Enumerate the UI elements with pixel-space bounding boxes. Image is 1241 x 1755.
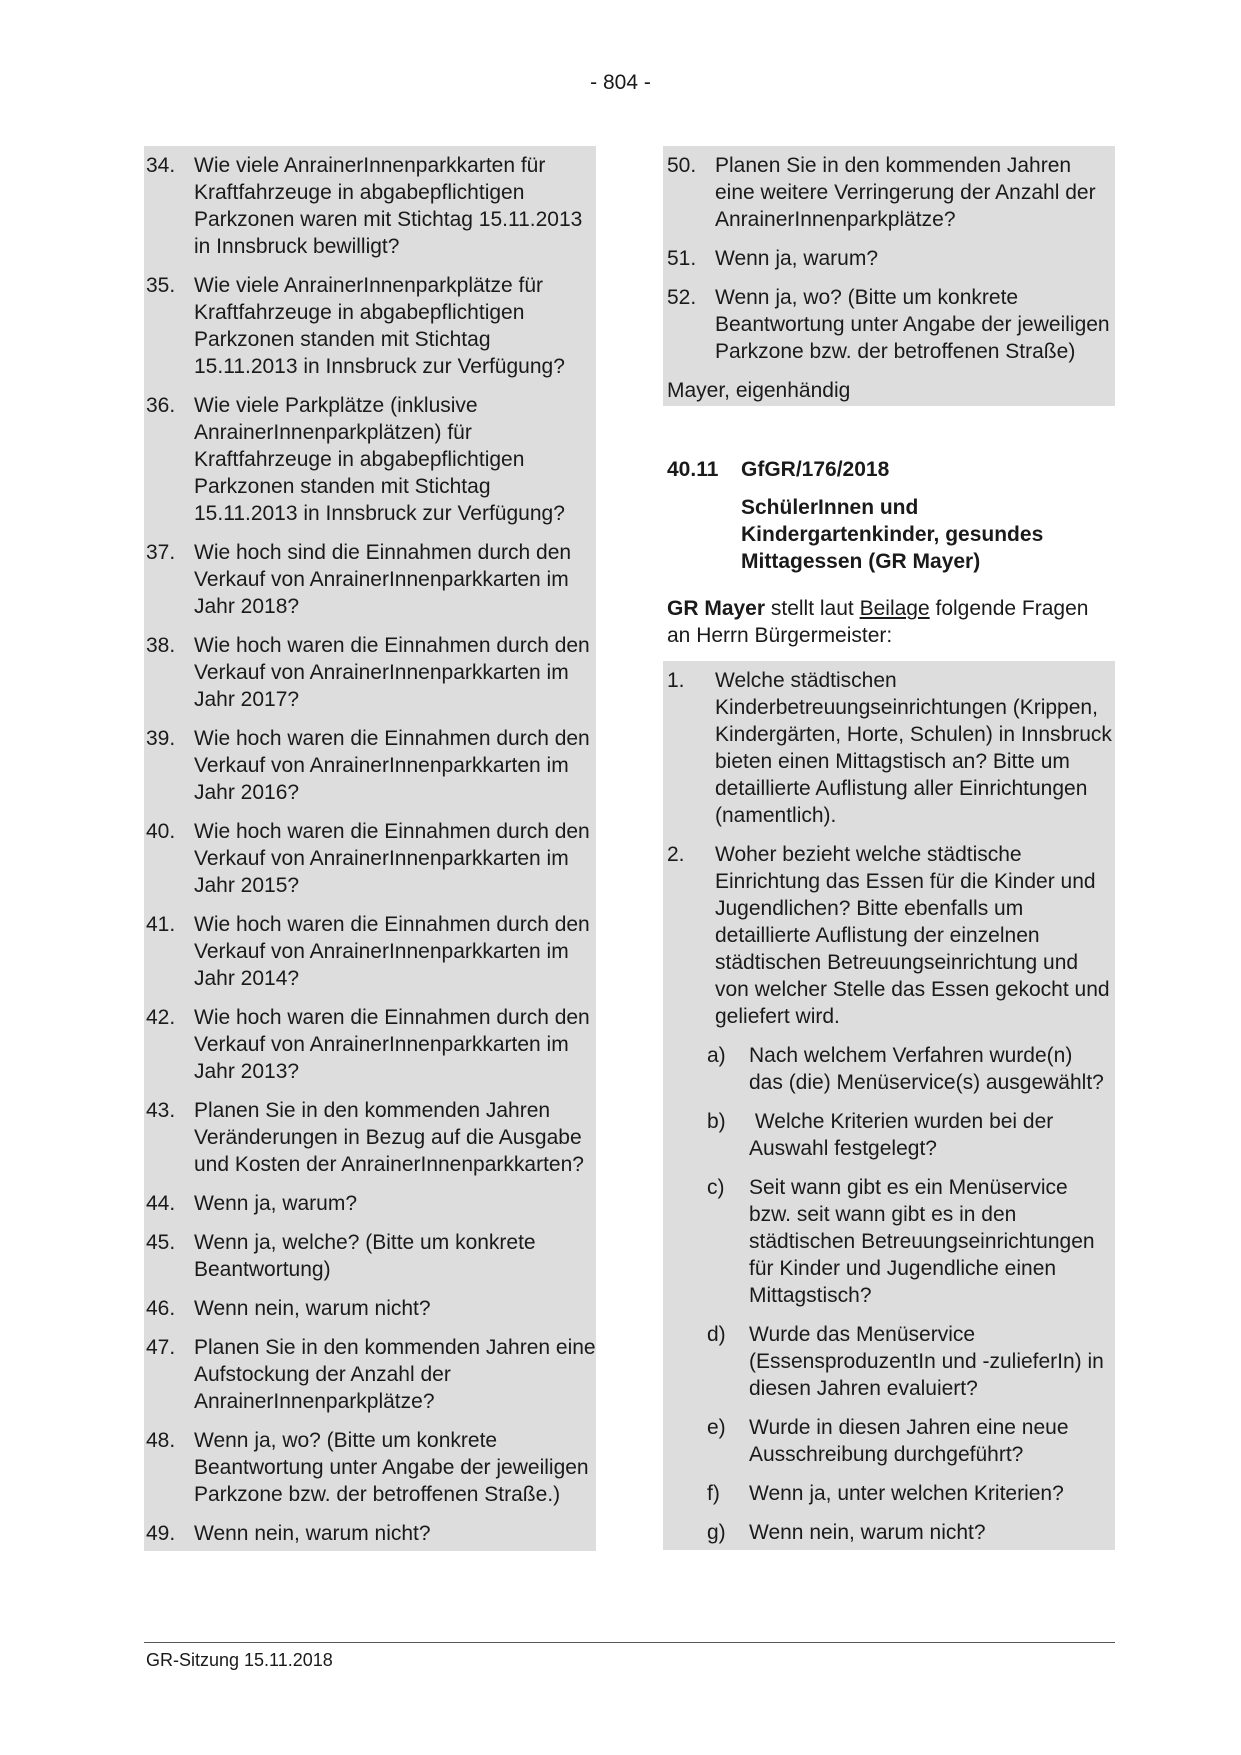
question-number: 36. <box>146 394 176 417</box>
question-text: Planen Sie in den kommenden Jahren Veränderungen in Bezug auf die Ausgabe und Kosten der AnrainerInnenparkkarten? <box>194 1099 584 1176</box>
question-item <box>144 272 596 380</box>
question-text: Wie hoch waren die Einnahmen durch den Verkauf von AnrainerInnenparkkarten im Jahr 2017? <box>194 634 590 711</box>
question-number: 2. <box>667 843 685 866</box>
sub-question-item <box>663 1480 1115 1507</box>
right-column <box>663 146 1115 1550</box>
sub-question-item <box>663 1108 1115 1162</box>
question-number: 49. <box>146 1522 176 1545</box>
question-number: 44. <box>146 1192 176 1215</box>
question-number: 43. <box>146 1099 176 1122</box>
question-text: Wenn ja, wo? (Bitte um konkrete Beantwortung unter Angabe der jeweiligen Parkzone bzw. der betroffenen Straße) <box>715 286 1110 363</box>
question-number: 42. <box>146 1006 176 1029</box>
question-item <box>144 392 596 527</box>
beilage-link[interactable]: Beilage <box>859 597 930 620</box>
section-question-list <box>663 661 1115 1550</box>
question-text: Wie hoch waren die Einnahmen durch den Verkauf von AnrainerInnenparkkarten im Jahr 2016? <box>194 727 590 804</box>
question-text: Planen Sie in den kommenden Jahren eine Aufstockung der Anzahl der AnrainerInnenparkplätze? <box>194 1336 596 1413</box>
question-number: 37. <box>146 541 176 564</box>
question-item <box>663 245 1115 272</box>
sub-question-item <box>663 1414 1115 1468</box>
question-number: 35. <box>146 274 176 297</box>
sub-question-text: Seit wann gibt es ein Menüservice bzw. seit wann gibt es in den städtischen Betreuungseinrichtungen für Kinder und Jugendliche einen Mittagstisch? <box>749 1176 1095 1307</box>
question-text: Wenn nein, warum nicht? <box>194 1297 431 1320</box>
question-item <box>663 152 1115 233</box>
question-number: 41. <box>146 913 176 936</box>
sub-question-text: Wenn ja, unter welchen Kriterien? <box>749 1482 1064 1505</box>
intro-post: folgende Fragen an Herrn Bürgermeister: <box>667 597 1089 647</box>
sub-question-letter: c) <box>707 1176 725 1199</box>
question-number: 48. <box>146 1429 176 1452</box>
sub-question-letter: d) <box>707 1323 726 1346</box>
question-item <box>144 539 596 620</box>
question-text: Wie viele Parkplätze (inklusive AnrainerInnenparkplätzen) für Kraftfahrzeuge in abgabepflichtigen Parkzonen standen mit Stichtag 15.11.2013 in Innsbruck zur Verfügung? <box>194 394 565 525</box>
question-item <box>144 1097 596 1178</box>
question-item <box>144 152 596 260</box>
question-item <box>144 1190 596 1217</box>
question-item <box>144 1004 596 1085</box>
sub-question-text: Nach welchem Verfahren wurde(n) das (die) Menüservice(s) ausgewählt? <box>749 1044 1104 1094</box>
question-item <box>144 1295 596 1322</box>
question-item <box>144 911 596 992</box>
question-number: 52. <box>667 286 697 309</box>
sub-question-item <box>663 1519 1115 1546</box>
question-text: Wie hoch waren die Einnahmen durch den Verkauf von AnrainerInnenparkkarten im Jahr 2015? <box>194 820 590 897</box>
section-code: GfGR/176/2018 <box>741 458 890 481</box>
question-item <box>144 1520 596 1547</box>
question-number: 39. <box>146 727 176 750</box>
question-number: 38. <box>146 634 176 657</box>
footer-divider <box>144 1642 1115 1643</box>
section-heading <box>663 456 1115 483</box>
question-number: 47. <box>146 1336 176 1359</box>
question-text: Wenn ja, welche? (Bitte um konkrete Beantwortung) <box>194 1231 536 1281</box>
sub-question-letter: f) <box>707 1482 720 1505</box>
question-number: 46. <box>146 1297 176 1320</box>
question-item <box>144 818 596 899</box>
question-text: Welche städtischen Kinderbetreuungseinrichtungen (Krippen, Kindergärten, Horte, Schulen) in Innsbruck bieten einen Mittagstisch an? Bitte um detaillierte Auflistung aller Einrichtungen (namentlich). <box>715 669 1112 827</box>
intro-author: GR Mayer <box>667 597 766 620</box>
question-item <box>663 284 1115 365</box>
sub-question-text: Welche Kriterien wurden bei der Auswahl festgelegt? <box>749 1110 1058 1160</box>
page-number: - 804 - <box>590 71 651 94</box>
question-text: Wenn ja, wo? (Bitte um konkrete Beantwortung unter Angabe der jeweiligen Parkzone bzw. der betroffenen Straße.) <box>194 1429 589 1506</box>
section-intro <box>663 595 1115 649</box>
question-number: 45. <box>146 1231 176 1254</box>
sub-question-item <box>663 1174 1115 1309</box>
right-question-list <box>663 146 1115 406</box>
sub-question-letter: g) <box>707 1521 726 1544</box>
sub-question-letter: e) <box>707 1416 726 1439</box>
question-item <box>144 1427 596 1508</box>
footer-text: GR-Sitzung 15.11.2018 <box>146 1650 333 1670</box>
question-text: Wenn nein, warum nicht? <box>194 1522 431 1545</box>
signature: Mayer, eigenhändig <box>667 379 851 402</box>
question-item <box>144 1334 596 1415</box>
question-text: Wie hoch sind die Einnahmen durch den Verkauf von AnrainerInnenparkkarten im Jahr 2018? <box>194 541 572 618</box>
question-number: 51. <box>667 247 697 270</box>
question-text: Wie hoch waren die Einnahmen durch den Verkauf von AnrainerInnenparkkarten im Jahr 2014? <box>194 913 590 990</box>
question-item <box>663 841 1115 1030</box>
sub-question-item <box>663 1321 1115 1402</box>
question-item <box>144 1229 596 1283</box>
question-number: 1. <box>667 669 685 692</box>
question-text: Wenn ja, warum? <box>194 1192 358 1215</box>
sub-question-letter: b) <box>707 1110 726 1133</box>
question-item <box>663 667 1115 829</box>
question-text: Wie viele AnrainerInnenparkplätze für Kraftfahrzeuge in abgabepflichtigen Parkzonen standen mit Stichtag 15.11.2013 in Innsbruck zur Verfügung? <box>194 274 565 378</box>
sub-question-text: Wurde in diesen Jahren eine neue Ausschreibung durchgeführt? <box>749 1416 1069 1466</box>
section-number: 40.11 <box>667 458 719 481</box>
left-question-list <box>144 146 596 1551</box>
question-item <box>144 725 596 806</box>
question-text: Wie viele AnrainerInnenparkkarten für Kraftfahrzeuge in abgabepflichtigen Parkzonen waren mit Stichtag 15.11.2013 in Innsbruck bewilligt? <box>194 154 583 258</box>
sub-question-letter: a) <box>707 1044 726 1067</box>
sub-question-text: Wenn nein, warum nicht? <box>749 1521 986 1544</box>
intro-pre: stellt laut <box>765 597 860 620</box>
question-text: Woher bezieht welche städtische Einrichtung das Essen für die Kinder und Jugendlichen? Bitte ebenfalls um detaillierte Auflistung der einzelnen städtischen Betreuungseinrichtung und von welcher Stelle das Essen gekocht und geliefert wird. <box>715 843 1110 1028</box>
question-text: Planen Sie in den kommenden Jahren eine weitere Verringerung der Anzahl der AnrainerInnenparkplätze? <box>715 154 1096 231</box>
sub-question-text: Wurde das Menüservice (EssensproduzentIn und -zulieferIn) in diesen Jahren evaluiert? <box>749 1323 1104 1400</box>
question-number: 34. <box>146 154 176 177</box>
question-text: Wie hoch waren die Einnahmen durch den Verkauf von AnrainerInnenparkkarten im Jahr 2013? <box>194 1006 590 1083</box>
question-text: Wenn ja, warum? <box>715 247 879 270</box>
question-number: 40. <box>146 820 176 843</box>
question-number: 50. <box>667 154 697 177</box>
section-title: SchülerInnen und Kindergartenkinder, gesundes Mittagessen (GR Mayer) <box>741 496 1044 573</box>
sub-question-item <box>663 1042 1115 1096</box>
question-item <box>144 632 596 713</box>
